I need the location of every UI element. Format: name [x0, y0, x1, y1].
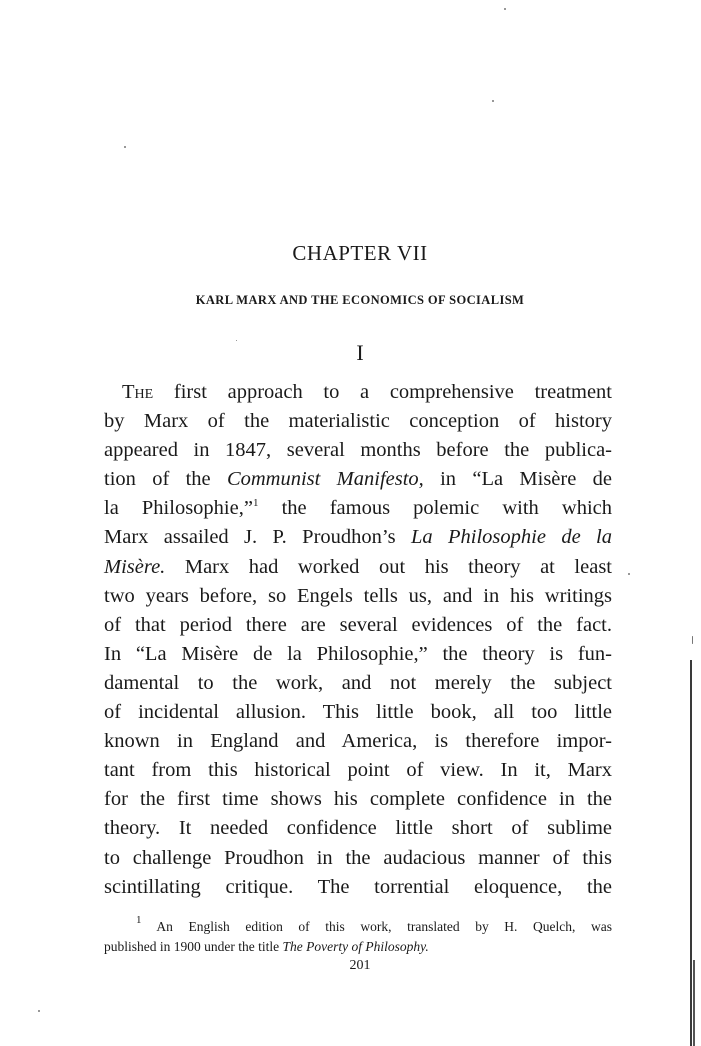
text-line: tant from this historical point of view. In it, Marx — [104, 759, 612, 782]
text-line: theory. It needed confidence little short of sublime — [104, 817, 612, 840]
text-line: In “La Misère de la Philosophie,” the theory is fun- — [104, 642, 612, 665]
scan-speck — [504, 8, 506, 10]
book-title: La Philosophie de la — [410, 526, 612, 549]
book-title: Communist Manifesto, — [226, 468, 424, 491]
text-span: Marx had worked out his theory at least — [165, 555, 612, 578]
text-line: two years before, so Engels tells us, and in his writings — [104, 584, 612, 607]
text-line: appeared in 1847, several months before the publica- — [104, 439, 612, 462]
text-span: first approach to a comprehensive treatment — [153, 381, 612, 403]
text-line — [104, 465, 612, 494]
scan-speck — [124, 146, 126, 148]
text-span: published in 1900 under the title — [104, 938, 283, 954]
text-span: tion of the — [104, 468, 227, 491]
text-span: Marx assailed J. P. Proudhon’s — [104, 526, 411, 549]
chapter-title: CHAPTER VII — [292, 241, 428, 265]
scan-speck — [38, 1010, 40, 1012]
text-line: for the first time shows his complete confidence in the — [104, 788, 612, 811]
text-span: the famous polemic with which — [258, 497, 612, 520]
footnote-line — [104, 937, 612, 957]
body-text — [104, 378, 612, 902]
text-span: la Philosophie,” — [104, 497, 253, 520]
scan-speck — [492, 100, 494, 102]
text-line: of that period there are several evidences of the fact. — [104, 613, 612, 636]
text-line: of incidental allusion. This little book, all too little — [104, 701, 612, 724]
text-line: scintillating critique. The torrential eloquence, the — [104, 875, 612, 898]
book-title: The Poverty of Philosophy. — [282, 938, 429, 954]
scan-edge-line — [693, 960, 695, 1046]
text-line: known in England and America, is therefore impor- — [104, 730, 612, 753]
book-title: Misère. — [104, 555, 166, 578]
footnote-ref: 1 — [252, 497, 259, 510]
page-number: 201 — [349, 958, 371, 973]
scan-speck — [692, 636, 693, 644]
chapter-subtitle: KARL MARX AND THE ECONOMICS OF SOCIALISM — [195, 293, 525, 307]
text-span: An English edition of this work, translated by H. Quelch, was — [141, 919, 612, 934]
footnote-line — [104, 914, 612, 937]
section-numeral: I — [356, 340, 364, 365]
footnote — [104, 914, 612, 956]
footnote-marker: 1 — [136, 914, 142, 926]
dropcap: T — [122, 381, 135, 403]
dropcap-rest: he — [134, 381, 154, 403]
text-line: by Marx of the materialistic conception of history — [104, 410, 612, 433]
text-span: in “La Misère de — [423, 468, 612, 491]
text-line: to challenge Proudhon in the audacious manner of this — [104, 846, 612, 869]
text-line — [104, 553, 612, 582]
scan-edge-line — [690, 660, 692, 1046]
scan-speck — [236, 340, 237, 341]
text-line: damental to the work, and not merely the subject — [104, 671, 612, 694]
scan-speck — [628, 573, 630, 575]
text-line — [104, 494, 612, 523]
text-line — [104, 523, 612, 552]
text-line — [104, 378, 612, 407]
